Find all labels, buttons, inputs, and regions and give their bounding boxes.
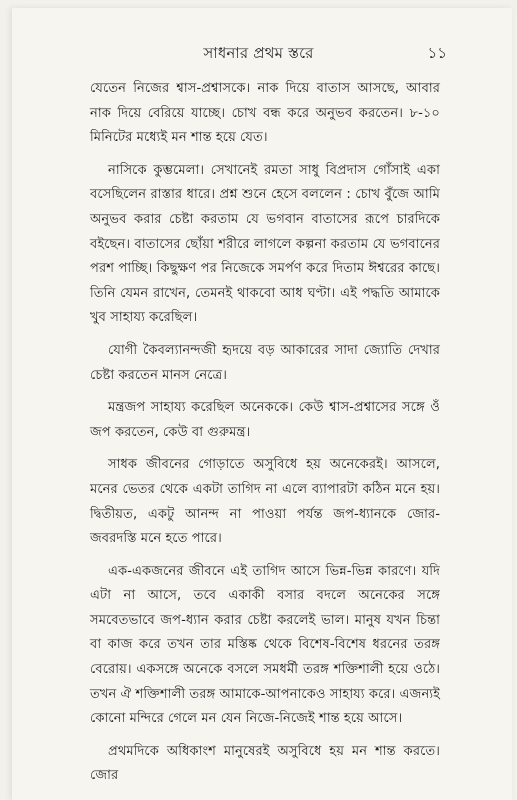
- paragraph-7: প্রথমদিকে অধিকাংশ মানুষেরই অসুবিধে হয় মন শান্ত করতে। জোর: [90, 743, 440, 784]
- body-text: [90, 77, 440, 797]
- running-header: [0, 42, 517, 68]
- page-number: ১১: [427, 44, 447, 62]
- paragraph-5: সাধক জীবনের গোড়াতে অসুবিধে হয় অনেকেরই। আসলে, মনের ভেতর থেকে একটা তাগিদ না এলে ব্যাপারটা কঠিন মনে হয়। দ্বিতীয়ত, একটু আনন্দ না পাওয়া পর্যন্ত জপ-ধ্যানকে জোর-জবরদস্তি মনে হতে পারে।: [90, 457, 440, 547]
- paragraph-6: এক-একজনের জীবনে এই তাগিদ আসে ভিন্ন-ভিন্ন কারণে। যদি এটা না আসে, তবে একাকী বসার বদলে অনেকের সঙ্গে সমবেতভাবে জপ-ধ্যান করার চেষ্টা করলেই ভাল। মানুষ যখন চিন্তা বা কাজ করে তখন তার মস্তিষ্ক থেকে বিশেষ-বিশেষ ধরনের তরঙ্গ বেরোয়। একসঙ্গে অনেকে বসলে সমধর্মী তরঙ্গ শক্তিশালী হয়ে ওঠে। তখন ঐ শক্তিশালী তরঙ্গ আমাকে-আপনাকেও সাহায্য করে। এজন্যই কোনো মন্দিরে গেলে মন যেন নিজে-নিজেই শান্ত হয়ে আসে।: [90, 563, 440, 727]
- paragraph-3: যোগী কৈবল্যানন্দজী হৃদয়ে বড় আকারের সাদা জ্যোতি দেখার চেষ্টা করতেন মানস নেত্রে।: [90, 342, 440, 383]
- paragraph-1: যেতেন নিজের শ্বাস-প্রশ্বাসকে। নাক দিয়ে বাতাস আসছে, আবার নাক দিয়ে বেরিয়ে যাচ্ছে। চোখ বন্ধ করে অনুভব করতেন। ৮-১০ মিনিটের মধ্যেই মন শান্ত হয়ে যেত।: [90, 81, 440, 146]
- chapter-title: সাধনার প্রথম স্তরে: [203, 44, 314, 62]
- paragraph-4: মন্ত্রজপ সাহায্য করেছিল অনেককে। কেউ শ্বাস-প্রশ্বাসের সঙ্গে ওঁ জপ করতেন, কেউ বা গুরুমন্ত্র।: [90, 400, 440, 440]
- paragraph-2: নাসিকে কুম্ভমেলা। সেখানেই রমতা সাধু বিপ্রদাস গোঁসাই একা বসেছিলেন রাস্তার ধারে। প্রশ্ন শুনে হেসে বললেন : চোখ বুঁজে আমি অনুভব করার চেষ্টা করতাম যে ভগবান বাতাসের রূপে চারদিকে বইছেন। বাতাসের ছোঁয়া শরীরে লাগলে কল্পনা করতাম যে ভগবানের পরশ পাচ্ছি। কিছুক্ষণ পর নিজেকে সমর্পণ করে দিতাম ঈশ্বরের কাছে। তিনি যেমন রাখেন, তেমনই থাকবো আধ ঘণ্টা। এই পদ্ধতি আমাকে খুব সাহায্য করেছিল।: [90, 162, 440, 326]
